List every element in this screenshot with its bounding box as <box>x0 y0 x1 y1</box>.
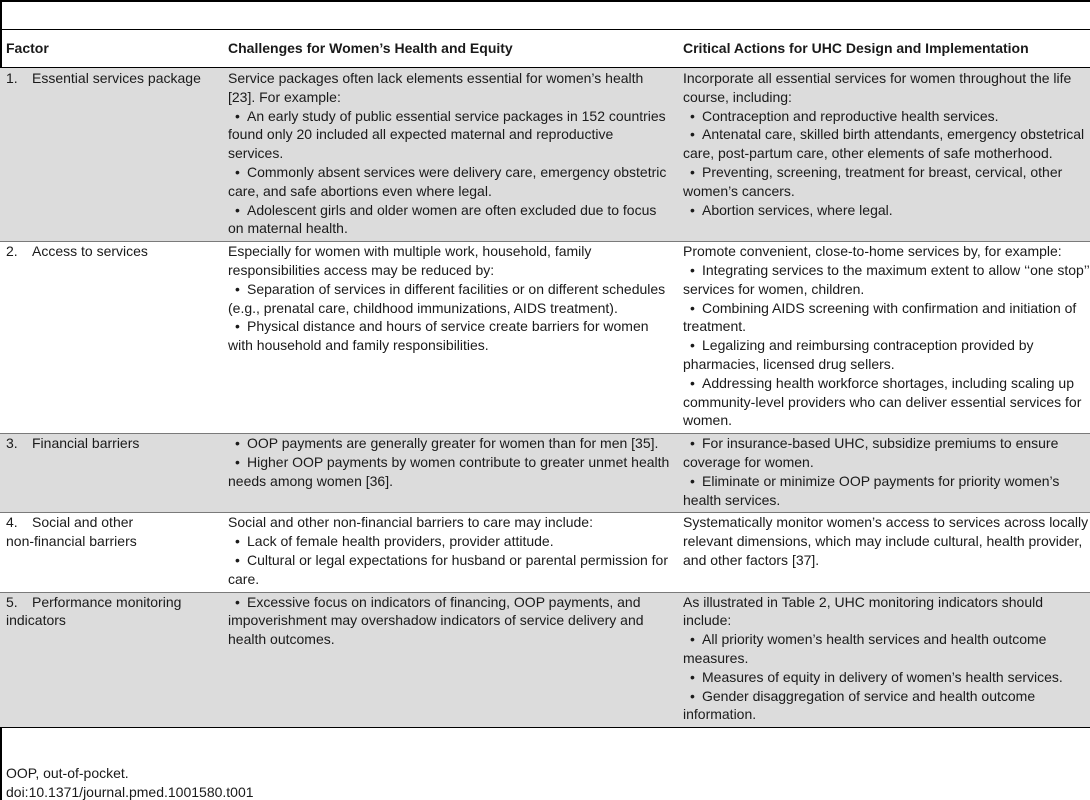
paragraph-text: Abortion services, where legal. <box>702 201 893 218</box>
paragraph-text: Cultural or legal expectations for husband or parental permission for care. <box>228 551 669 587</box>
bullet-item <box>228 163 671 201</box>
bullet-item <box>683 299 1090 337</box>
factor-text: Essential services package <box>32 70 201 86</box>
factor-cell <box>0 513 222 592</box>
bullet-icon: • <box>690 374 695 391</box>
paragraph-text: Social and other non-financial barriers to care may include: <box>228 514 593 531</box>
factor-text: non-financial barriers <box>6 533 137 550</box>
factor-cell <box>0 434 222 513</box>
bullet-item <box>683 201 1090 220</box>
table-row <box>0 592 1090 728</box>
factor-text: Social and other <box>32 514 134 531</box>
paragraph-text: An early study of public essential service packages in 152 countries found only 20 included all expected maternal and reproductive services. <box>228 107 666 162</box>
bullet-item <box>683 336 1090 374</box>
bullet-icon: • <box>235 107 240 124</box>
factor-cell <box>0 68 222 242</box>
paragraph-text: Measures of equity in delivery of women’s health services. <box>702 668 1063 685</box>
bullet-icon: • <box>235 533 240 550</box>
bullet-item <box>228 280 671 318</box>
bullet-icon: • <box>235 453 240 470</box>
paragraph-text: OOP payments are generally greater for women than for men [35]. <box>247 435 659 452</box>
factor-label <box>6 242 216 261</box>
bullet-item <box>683 261 1090 299</box>
paragraph-text: Gender disaggregation of service and health outcome information. <box>683 687 1036 723</box>
cell-paragraph <box>228 242 671 280</box>
paragraph-text: Commonly absent services were delivery care, emergency obstetric care, and safe abortions even where legal. <box>228 163 667 199</box>
challenges-cell <box>222 434 677 513</box>
bullet-item <box>228 317 671 355</box>
bullet-item <box>228 532 671 551</box>
paragraph-text: All priority women’s health services and health outcome measures. <box>683 631 1047 666</box>
challenges-cell <box>222 68 677 242</box>
header-factor: Factor <box>0 30 222 68</box>
paragraph-text: Physical distance and hours of service create barriers for women with household and family responsibilities. <box>228 318 649 354</box>
bullet-icon: • <box>690 299 695 316</box>
paragraph-text: Promote convenient, close-to-home services by, for example: <box>683 243 1062 260</box>
paragraph-text: Separation of services in different facilities or on different schedules (e.g., prenatal care, childhood immunizations, AIDS treatment). <box>228 280 666 316</box>
cell-paragraph <box>683 69 1090 107</box>
paragraph-text: Antenatal care, skilled birth attendants, emergency obstetrical care, post-partum care, other elements of safe motherhood. <box>683 126 1085 162</box>
table-body <box>0 68 1090 728</box>
bullet-icon: • <box>235 280 240 297</box>
bullet-item <box>683 687 1090 725</box>
bullet-item <box>683 163 1090 201</box>
bullet-icon: • <box>690 687 695 704</box>
bullet-icon: • <box>690 631 695 648</box>
factor-cell <box>0 242 222 434</box>
bullet-icon: • <box>690 201 695 218</box>
paragraph-text: Contraception and reproductive health services. <box>702 107 999 124</box>
factor-label <box>6 593 216 612</box>
uhc-factors-table <box>0 29 1090 728</box>
table-row <box>0 68 1090 242</box>
actions-cell <box>677 68 1090 242</box>
bullet-icon: • <box>690 163 695 180</box>
factor-label <box>6 69 216 88</box>
footnote-abbreviation: OOP, out-of-pocket. <box>6 765 129 781</box>
factor-text: Performance monitoring <box>32 593 182 610</box>
bullet-item <box>683 434 1090 472</box>
table-header <box>0 30 1090 68</box>
factor-label <box>6 611 216 630</box>
table-caption-area <box>0 2 1090 29</box>
paragraph-text: Incorporate all essential services for women throughout the life course, including: <box>683 70 1072 105</box>
bullet-item <box>228 593 671 649</box>
factor-cell <box>0 592 222 728</box>
actions-cell <box>677 592 1090 728</box>
factor-label <box>6 434 216 453</box>
header-row <box>0 30 1090 68</box>
bullet-item <box>228 434 671 453</box>
paragraph-text: Especially for women with multiple work, household, family responsibilities access may be reduced by: <box>228 243 592 278</box>
bullet-icon: • <box>235 435 240 452</box>
factor-text: Access to services <box>32 243 148 260</box>
factor-number: 2. <box>6 243 18 260</box>
actions-cell <box>677 513 1090 592</box>
factor-number: 4. <box>6 514 18 531</box>
bullet-icon: • <box>235 163 240 180</box>
factor-number: 3. <box>6 435 18 452</box>
paragraph-text: Service packages often lack elements essential for women’s health [23]. For example: <box>228 70 644 105</box>
bullet-item <box>683 668 1090 687</box>
bullet-icon: • <box>690 107 695 124</box>
bullet-icon: • <box>235 593 240 610</box>
bullet-item <box>683 107 1090 126</box>
bullet-item <box>228 453 671 491</box>
paragraph-text: Preventing, screening, treatment for breast, cervical, other women’s cancers. <box>683 163 1063 199</box>
actions-cell <box>677 434 1090 513</box>
cell-paragraph <box>228 513 671 532</box>
challenges-cell <box>222 242 677 434</box>
table-row <box>0 242 1090 434</box>
table-row <box>0 434 1090 513</box>
header-actions: Critical Actions for UHC Design and Implementation <box>677 30 1090 68</box>
factor-text: indicators <box>6 612 66 629</box>
bullet-icon: • <box>690 668 695 685</box>
paragraph-text: As illustrated in Table 2, UHC monitoring indicators should include: <box>683 593 1044 629</box>
bullet-item <box>683 472 1090 510</box>
paragraph-text: Eliminate or minimize OOP payments for priority women’s health services. <box>683 472 1060 508</box>
bullet-icon: • <box>690 126 695 143</box>
footnote-doi: doi:10.1371/journal.pmed.1001580.t001 <box>6 783 254 800</box>
bullet-item <box>228 201 671 239</box>
table-row <box>0 513 1090 592</box>
paragraph-text: Legalizing and reimbursing contraception provided by pharmacies, licensed drug sellers. <box>683 337 1034 372</box>
cell-paragraph <box>683 513 1090 569</box>
bullet-icon: • <box>235 551 240 568</box>
bullet-item <box>228 551 671 589</box>
bullet-item <box>683 374 1090 430</box>
bullet-item <box>228 107 671 163</box>
bullet-icon: • <box>690 337 695 354</box>
factor-number: 1. <box>6 70 18 86</box>
challenges-cell <box>222 513 677 592</box>
bullet-icon: • <box>690 472 695 489</box>
bullet-item <box>683 125 1090 163</box>
cell-paragraph <box>683 242 1090 261</box>
paragraph-text: For insurance-based UHC, subsidize premiums to ensure coverage for women. <box>683 435 1059 470</box>
cell-paragraph <box>683 593 1090 631</box>
bullet-icon: • <box>235 201 240 218</box>
paragraph-text: Lack of female health providers, provider attitude. <box>247 533 554 550</box>
paragraph-text: Integrating services to the maximum extent to allow ‘‘one stop’’ services for women, children. <box>683 261 1090 297</box>
factor-number: 5. <box>6 593 18 610</box>
paragraph-text: Combining AIDS screening with confirmation and initiation of treatment. <box>683 299 1077 335</box>
paragraph-text: Higher OOP payments by women contribute to greater unmet health needs among women [36]. <box>228 453 670 489</box>
table-footnotes <box>6 764 254 800</box>
bullet-icon: • <box>235 318 240 335</box>
challenges-cell <box>222 592 677 728</box>
bullet-icon: • <box>690 261 695 278</box>
paragraph-text: Excessive focus on indicators of financing, OOP payments, and impoverishment may overshadow indicators of service delivery and health outcomes. <box>228 593 644 648</box>
cell-paragraph <box>228 69 671 107</box>
paragraph-text: Addressing health workforce shortages, including scaling up community-level providers who can deliver essential services for women. <box>683 374 1082 429</box>
paragraph-text: Systematically monitor women’s access to services across locally relevant dimensions, which may include cultural, health provider, and other factors [37]. <box>683 514 1089 568</box>
paragraph-text: Adolescent girls and older women are often excluded due to focus on maternal health. <box>228 201 657 237</box>
bullet-icon: • <box>690 435 695 452</box>
factor-label <box>6 532 216 551</box>
actions-cell <box>677 242 1090 434</box>
header-challenges: Challenges for Women’s Health and Equity <box>222 30 677 68</box>
factor-label <box>6 513 216 532</box>
factor-text: Financial barriers <box>32 435 140 452</box>
bullet-item <box>683 630 1090 668</box>
